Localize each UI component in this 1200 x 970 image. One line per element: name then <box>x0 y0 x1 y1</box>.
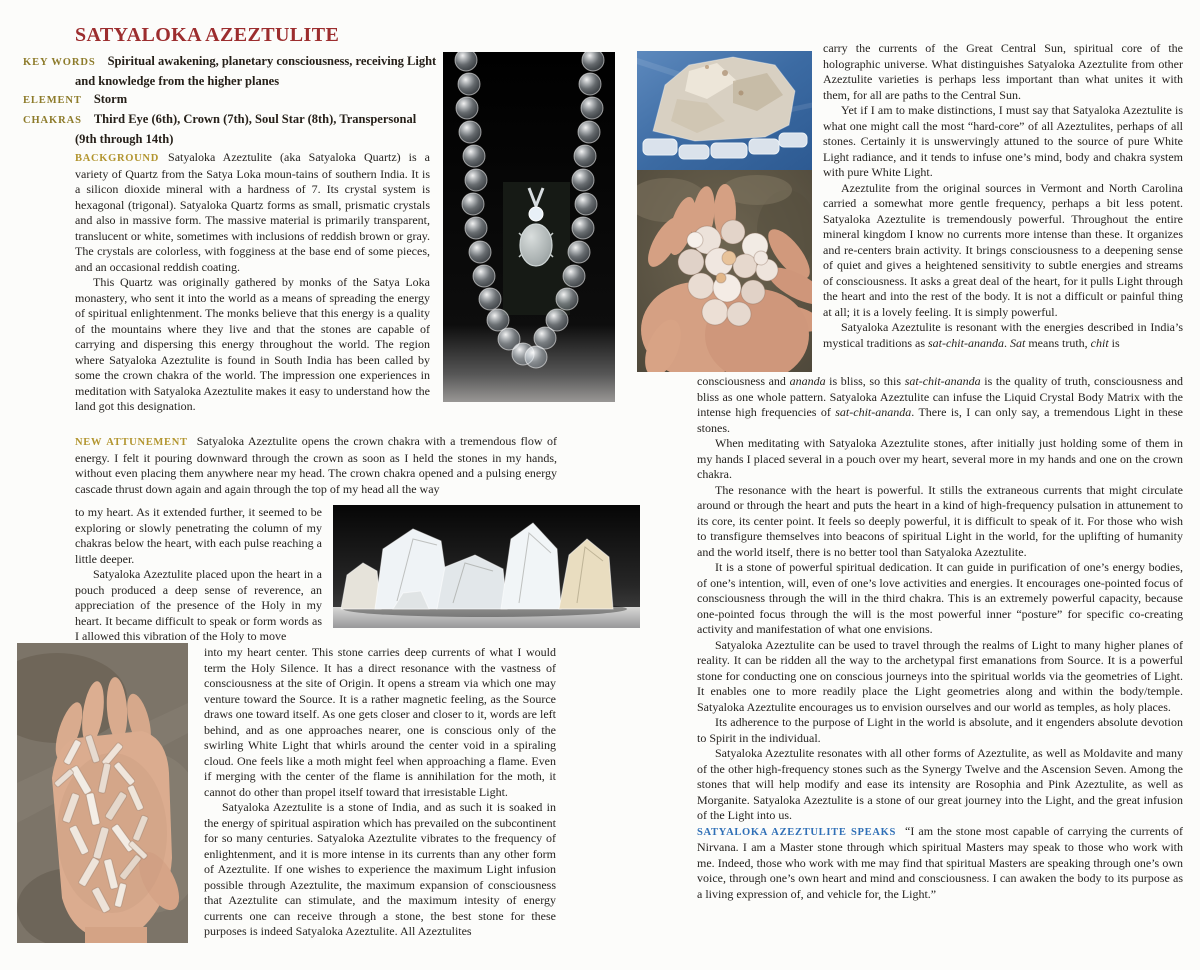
necklace-pendant-photo <box>443 52 615 402</box>
hands-holding-stones-photo <box>637 170 812 372</box>
new-attunement-paragraph-1: NEW ATTUNEMENT Satyaloka Azeztulite opens the crown chakra with a tremendous flow of energy. I felt it pouring downward through the crown as soon as I held the stones in my hands, without even placing them anywhere near my head. The crown chakra opened and a pulsing energy cascade thrust down again and again through the top of my head all the way <box>75 434 557 496</box>
rock-specimen-photo <box>637 51 812 170</box>
new-attunement-heading: NEW ATTUNEMENT <box>75 437 188 448</box>
paragraph: carry the currents of the Great Central Sun, spiritual core of the holographic universe. What distinguishes Satyaloka Azeztulite from other Azeztulite varieties is perhaps less important than what unites it with them, for all are paths to the Central Sun. <box>823 41 1183 102</box>
speaks-heading: SATYALOKA AZEZTULITE SPEAKS <box>697 826 897 838</box>
paragraph: Satyaloka Azeztulite resonates with all other forms of Azeztulite, as well as Moldavite and many of the other high-frequency stones such as the Synergy Twelve and the Ascension Seven. Among the stones that will help modify and ease its intensity are Rosophia and Pink Azeztulite, as well as Morganite. Satyaloka Azeztulite is a stone of our great journey into the Light, and the great infusion of the Light into us. <box>697 746 1183 822</box>
chakras-row <box>23 110 440 148</box>
right-column-lower <box>697 374 1183 902</box>
key-words-row <box>23 52 440 90</box>
paragraph: Satyaloka Azeztulite is a stone of India, and as such it is soaked in the energy of spiritual aspiration which has prevailed on the subcontinent for so many centuries. Satyaloka Azeztulite vibrates to the frequency of enlightenment, and it is more intense in its currents than any other form of Azeztulite. If one wishes to experience the maximum Light infusion possible through Azeztulite, the maximum expansion of consciousness that Azeztulite can stimulate, and the maximum intesity of energy currents one can receive through a stone, the best stone for these purposes is indeed Satyaloka Azeztulite. All Azeztulites <box>204 800 556 938</box>
element-row <box>23 90 440 110</box>
crystal-chunks-photo <box>333 505 640 628</box>
new-attunement-continuation <box>75 505 322 645</box>
paragraph: Yet if I am to make distinctions, I must say that Satyaloka Azeztulite is what one might call the most “hard-core” of all Azeztulites, perhaps of all stones. Certainly it is unswervingly attuned to the source of pure White Light radiance, and it tends to infuse one’s mind, body and chakra system with pure White Light. <box>823 103 1183 179</box>
paragraph: to my heart. As it extended further, it seemed to be exploring or slowly penetrating the column of my chakras below the heart, with each pulse reaching a little deeper. <box>75 505 322 566</box>
right-column-upper <box>823 41 1183 351</box>
paragraph: consciousness and ananda is bliss, so this sat-chit-ananda is the quality of truth, consciousness and bliss as one whole pattern. Satyaloka Azeztulite can infuse the Liquid Crystal Body Matrix with the intense high frequencies of sat-chit-ananda. There is, I can only say, a tremendous Light in these stones. <box>697 374 1184 435</box>
key-words-label: KEY WORDS <box>23 57 96 68</box>
new-attunement-section <box>75 434 557 497</box>
speaks-paragraph: SATYALOKA AZEZTULITE SPEAKS “I am the stone most capable of carrying the currents of Nirvana. I am a Master stone through which spiritual Masters may speak to those who work with me. Indeed, those who work with me may find that spiritual Masters are speaking through one’s own voice, through one’s own heart and mind and consciousness. I can awaken the body to its purpose as a living expression of, and vehicle for, the Light.” <box>697 823 1183 901</box>
paragraph: Azeztulite from the original sources in Vermont and North Carolina carried a somewhat more gentle frequency, perhaps a bit less potent. Satyaloka Azeztulite is tremendously powerful. Throughout the entire mineral kingdom I know no currents more intense than these. It organizes and re-centers brain activity. It brings consciousness to a deepening sense of quiet and gives a heightened sensitivity to subtle energies and streams of consciousness. It asks a great deal of the heart, for it pulls Light through the heart and into the rest of the body. It is not a difficult or painful thing at all; it is a lovely feeling. It is simply powerful. <box>823 180 1183 319</box>
paragraph: The resonance with the heart is powerful. It stills the extraneous currents that might circulate around or through the heart and puts the heart in a kind of high-frequency pulsation in attunement to its core, its center point. It feels so deeply powerful, it is difficult to speak of it. For those who wish to transfigure themselves into beacons of spiritual Light in the world, for the uplifting of humanity and the world itself, there is no better tool than Satyaloka Azeztulite. <box>697 482 1183 559</box>
background-paragraph-2: This Quartz was originally gathered by monks of the Satya Loka monastery, who sent it into the world as a means of spreading the energy of spiritual enlightenment. The monks believe that this energy is a quality of the mountains where they live and that the stones are capable of carrying and dispersing this energy throughout the world. The region where Satyaloka Azeztulite is found in South India has been called by some the crown chakra of the world. The impression one experiences in meditation with Satyaloka Azeztulite makes it easy to understand how the land got this designation. <box>75 275 430 413</box>
stone-properties <box>23 52 440 148</box>
chakras-value: Third Eye (6th), Crown (7th), Soul Star (8th), Transpersonal (9th through 14th) <box>75 112 417 146</box>
paragraph: When meditating with Satyaloka Azeztulite stones, after initially just holding some of them in my hands I placed several in a pouch over my heart, several more in my hands and one on the crown chakra. <box>697 436 1183 481</box>
page-title: SATYALOKA AZEZTULITE <box>75 24 340 46</box>
element-label: ELEMENT <box>23 95 82 106</box>
paragraph: Satyaloka Azeztulite placed upon the heart in a pouch produced a deep sense of reverence, an appreciation of the presence of the Holy in my heart. It became difficult to speak or form words as I allowed this vibration of the Holy to move <box>75 567 322 643</box>
background-paragraph-1: BACKGROUND Satyaloka Azeztulite (aka Satyaloka Quartz) is a variety of Quartz from the Satya Loka moun-tains of southern India. It is a silicon dioxide mineral with a hardness of 7. Its crystal system is hexagonal (trigonal). Satyaloka Quartz forms as small, prismatic crystals and also in massive form. The massive material is primarily transparent, translucent or white, sometimes with inclusions of reddish brown or gray. The crystals are colorless, with fogginess at the base end of some pieces, and an occasional reddish coating. <box>75 150 430 274</box>
hand-holding-crystal-points-photo <box>17 643 188 943</box>
paragraph: Satyaloka Azeztulite can be used to travel through the realms of Light to many higher planes of reality. It can be ridden all the way to the archetypal first emanations from Source. It is a powerful stone for conducting one on conscious journeys into the spiritual worlds via the geometries of Light. It enables one to more readily place the Light geometries along and within the body/temple. Satyaloka Azeztulite encourages us to envision ourselves and our world as temples, as holy places. <box>697 637 1183 714</box>
background-heading: BACKGROUND <box>75 153 160 164</box>
paragraph: into my heart center. This stone carries deep currents of what I would term the Holy Silence. It has a direct resonance with the vastness of consciousness at the site of Origin. It opens a stream via which one may venture toward the Source. It is a rather magnetic feeling, as the Source draws one toward itself. As one gets closer and closer to it, words are left behind, and as one approaches nearer, one is conscious only of the swirling White Light that whirls around the center void in a spiraling cloud. One feels like a moth might feel when approaching a flame. Even if merging with the center of the flame is annihilation for the moth, it cannot do other than propel itself toward that irresistable Light. <box>204 645 556 799</box>
background-section <box>75 150 430 415</box>
left-column-lower <box>204 645 556 940</box>
paragraph: It is a stone of powerful spiritual dedication. It can guide in purification of one’s energy bodies, of one’s intention, will, even of one’s love activities and energies. It encourages one-pointed focus of consciousness through the will in the third chakra. This is an extremely powerful capacity, because one-pointed focus through the will is the most powerful inner “posture” for specific co-creating activity and manifestation of what one envisions. <box>697 560 1183 636</box>
element-value: Storm <box>93 92 128 106</box>
chakras-label: CHAKRAS <box>23 115 82 126</box>
paragraph: Satyaloka Azeztulite is resonant with the energies described in India’s mystical traditions as sat-chit-ananda. Sat means truth, chit is <box>823 320 1183 350</box>
key-words-value: Spiritual awakening, planetary consciousness, receiving Light and knowledge from the higher planes <box>75 54 437 88</box>
paragraph: Its adherence to the purpose of Light in the world is absolute, and it engenders absolute devotion to Spirit in the individual. <box>697 715 1183 745</box>
